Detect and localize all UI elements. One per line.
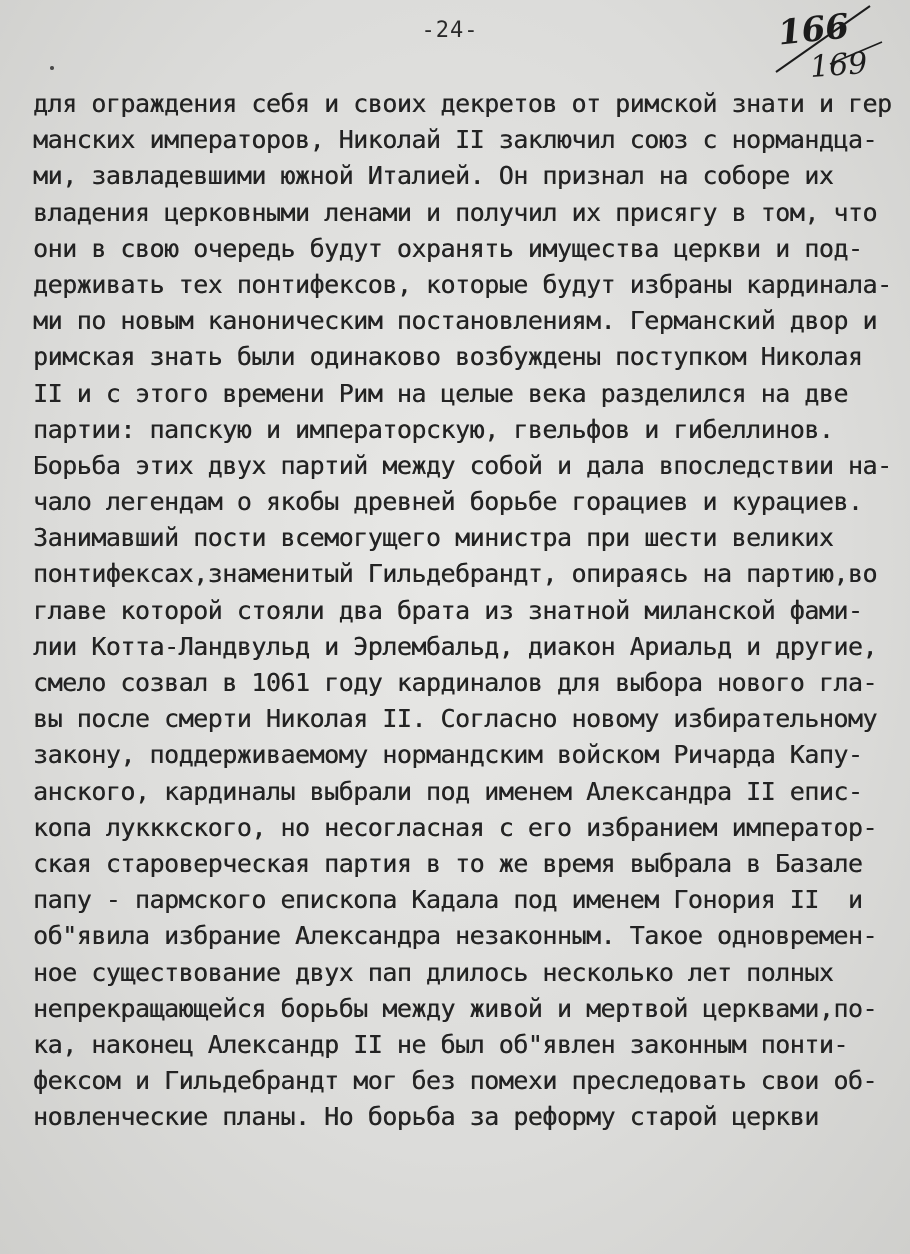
text-line: лии Котта-Ландвульд и Эрлембальд, диакон Ариальд и другие,: [33, 631, 877, 661]
text-line: ка, наконец Александр II не был об"явлен законным понти-: [33, 1029, 848, 1059]
text-line: понтифексах,знаменитый Гильдебрандт, опираясь на партию,во: [33, 559, 877, 589]
text-line: II и с этого времени Рим на целые века разделился на две: [33, 378, 848, 408]
text-line: ская староверческая партия в то же время выбрала в Базале: [33, 848, 863, 878]
text-line: ное существование двух пап длилось несколько лет полных: [33, 957, 834, 987]
text-line: копа лукккского, но несогласная с его избранием император-: [33, 812, 877, 842]
text-line: Занимавший пости всемогущего министра при шести великих: [33, 523, 834, 553]
archive-number-new: 169: [808, 46, 869, 85]
text-line: ми, завладевшими южной Италией. Он признал на соборе их: [33, 161, 834, 191]
text-line: фексом и Гильдебрандт мог без помехи преследовать свои об-: [33, 1066, 877, 1096]
text-line: смело созвал в 1061 году кардиналов для выбора нового гла-: [33, 668, 877, 697]
text-line: анского, кардиналы выбрали под именем Александра II епис-: [33, 776, 863, 806]
typed-text-body: [33, 86, 905, 1135]
text-line: владения церковными ленами и получил их присягу в том, что: [33, 197, 877, 227]
page-number: -24-: [421, 18, 479, 43]
text-line: держивать тех понтифексов, которые будут избраны кардинала-: [33, 269, 892, 299]
text-line: главе которой стояли два брата из знатной миланской фами-: [33, 595, 863, 625]
archive-number-old: 166: [776, 6, 851, 54]
text-line: закону, поддерживаемому нормандским войском Ричарда Капу-: [33, 740, 863, 770]
text-line: манских императоров, Николай II заключил союз с нормандца-: [33, 125, 877, 155]
text-line: они в свою очередь будут охранять имущества церкви и под-: [33, 233, 863, 263]
text-line: для ограждения себя и своих декретов от римской знати и гер: [33, 89, 892, 118]
text-line: партии: папскую и императорскую, гвельфов и гибеллинов.: [33, 414, 834, 444]
text-line: чало легендам о якобы древней борьбе горациев и курациев.: [33, 487, 863, 517]
paper-speck: [50, 66, 54, 70]
text-line: римская знать были одинаково возбуждены поступком Николая: [33, 342, 863, 372]
text-line: ми по новым каноническим постановлениям. Германский двор и: [33, 306, 877, 336]
text-line: об"явила избрание Александра незаконным. Такое одновремен-: [33, 921, 877, 951]
text-line: Борьба этих двух партий между собой и дала впоследствии на-: [33, 450, 892, 480]
text-line: непрекращающейся борьбы между живой и мертвой церквами,по-: [33, 993, 877, 1023]
text-line: вы после смерти Николая II. Согласно новому избирательному: [33, 704, 877, 734]
archive-folio-mark: [770, 2, 890, 92]
text-line: папу - пармского епископа Кадала под именем Гонория II и: [33, 885, 863, 915]
text-line: новленческие планы. Но борьба за реформу старой церкви: [33, 1102, 819, 1132]
